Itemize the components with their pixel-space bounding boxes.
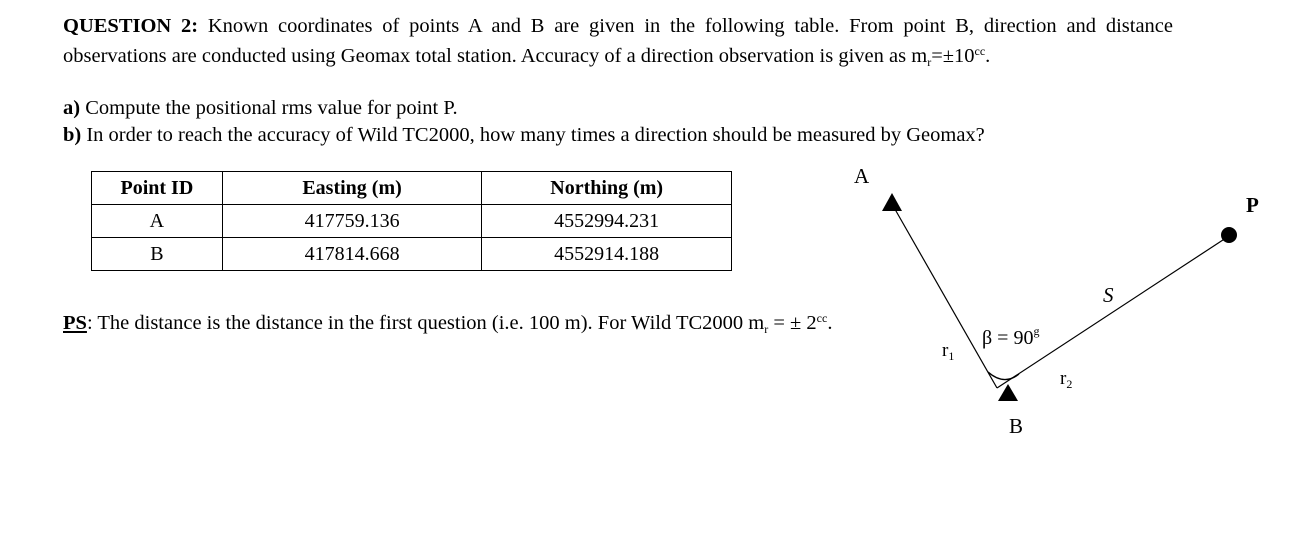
label-point-a: A: [854, 164, 870, 188]
question-text: Known coordinates of points A and B are given in the following table. From point B, direction and distance observations are conducted using Geomax total station. Accuracy of a direction observation is given as m: [63, 15, 1173, 67]
point-b-triangle-icon: [998, 384, 1018, 401]
cell-northing: 4552994.231: [482, 205, 732, 238]
ps-sub: r: [764, 322, 769, 336]
cell-point-id: B: [92, 238, 223, 271]
label-point-p: P: [1246, 193, 1259, 217]
ps-label: PS: [63, 312, 87, 334]
label-r2: $r_2$: [1060, 368, 1073, 391]
point-a-triangle-icon: [882, 193, 902, 211]
part-a-label: a): [63, 97, 81, 119]
part-b-label: b): [63, 124, 82, 146]
cell-point-id: A: [92, 205, 223, 238]
header-point-id: Point ID: [92, 172, 223, 205]
question-suffix: =±10: [931, 45, 975, 67]
header-northing: Northing (m): [482, 172, 732, 205]
ps-sup: cc: [816, 311, 828, 325]
ps-text: : The distance is the distance in the first question (i.e. 100 m). For Wild TC2000 m: [86, 312, 765, 334]
ps-end: .: [827, 312, 833, 334]
question-sub: r: [927, 55, 932, 69]
part-b-text: In order to reach the accuracy of Wild TC2000, how many times a direction should be measured by Geomax?: [86, 124, 985, 146]
cell-northing: 4552914.188: [482, 238, 732, 271]
angle-label: $\beta = 90^g$: [982, 324, 1040, 349]
line-b-to-p: [997, 236, 1229, 388]
cell-easting: 417759.136: [222, 205, 482, 238]
ps-suffix: = ± 2: [768, 312, 817, 334]
point-p-dot-icon: [1221, 227, 1237, 243]
angle-arc: [988, 372, 1019, 380]
question-sup: cc: [974, 44, 986, 58]
question-end: .: [985, 45, 991, 67]
cell-easting: 417814.668: [222, 238, 482, 271]
question-label: QUESTION 2:: [63, 15, 199, 37]
part-a-text: Compute the positional rms value for point P.: [85, 97, 458, 119]
label-distance-s: S: [1103, 283, 1114, 307]
label-r1: $r_1$: [942, 340, 955, 363]
label-point-b: B: [1009, 414, 1024, 438]
header-easting: Easting (m): [222, 172, 482, 205]
